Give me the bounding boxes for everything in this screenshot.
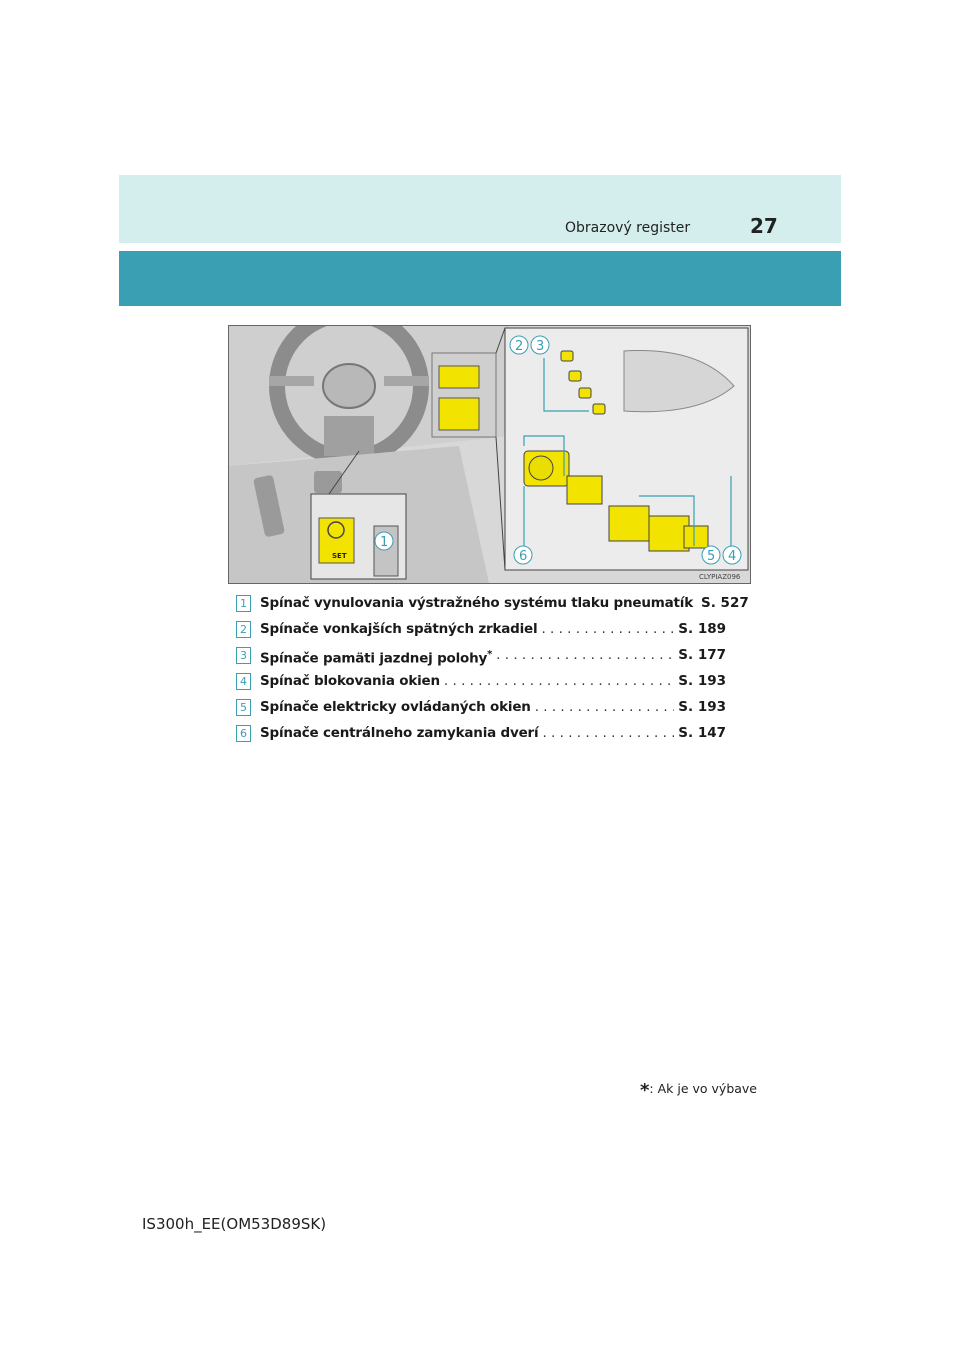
list-item [236,642,726,668]
page-number: 27 [750,214,778,238]
callout-1 [375,532,393,550]
set-button-label: SET [332,552,347,560]
svg-text:3: 3 [536,339,545,354]
svg-text:1: 1 [380,535,389,550]
item-number: 6 [236,725,251,742]
leader-dots [444,668,674,694]
callout-6 [514,546,532,564]
svg-text:4: 4 [728,549,737,564]
page-reference[interactable]: S. 189 [678,621,726,637]
list-item [236,590,749,616]
list-item [236,668,726,694]
footnote-marker: * [487,649,493,660]
item-label: Spínače pamäti jazdnej polohy* [260,649,493,667]
list-item [236,720,726,746]
callout-2 [510,336,528,354]
footnote-text: : Ak je vo výbave [649,1081,758,1096]
item-label: Spínače vonkajších spätných zrkadiel [260,621,538,637]
header-band [119,251,841,306]
item-label: Spínač blokovania okien [260,673,440,689]
list-item [236,616,726,642]
component-list [236,590,749,746]
callout-3 [531,336,549,354]
leader-dots [542,720,674,746]
list-item [236,694,726,720]
item-label: Spínač vynulovania výstražného systému tlaku pneumatík [260,595,693,611]
page-reference[interactable]: S. 193 [678,673,726,689]
page-reference[interactable]: S. 527 [701,595,749,611]
svg-text:6: 6 [519,549,528,564]
header-bar [119,175,841,243]
item-number: 4 [236,673,251,690]
page-reference[interactable]: S. 193 [678,699,726,715]
item-label: Spínače centrálneho zamykania dverí [260,725,539,741]
item-number: 5 [236,699,251,716]
item-number: 3 [236,647,251,664]
callout-4 [723,546,741,564]
interior-illustration [228,325,751,584]
item-number: 2 [236,621,251,638]
image-code: CLYPIAZ096 [699,573,741,581]
leader-dots [541,616,674,642]
svg-text:5: 5 [707,549,716,564]
item-number: 1 [236,595,251,612]
svg-text:2: 2 [515,339,524,354]
item-label: Spínače elektricky ovládaných okien [260,699,531,715]
leader-dots [535,694,675,720]
page-reference[interactable]: S. 177 [678,647,726,663]
footnote-star: * [640,1080,650,1101]
footer-code: IS300h_EE(OM53D89SK) [142,1215,327,1233]
callout-5 [702,546,720,564]
footnote [640,1080,757,1101]
section-title: Obrazový register [565,220,691,236]
page-reference[interactable]: S. 147 [678,725,726,741]
